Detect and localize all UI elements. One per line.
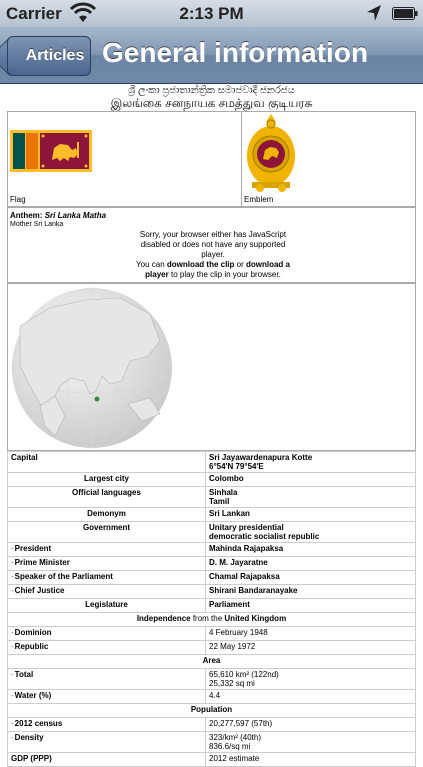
native-names [7, 85, 416, 109]
location-map-cell [7, 283, 416, 451]
message-text: You can [136, 260, 167, 269]
label-text: Total [14, 670, 34, 679]
value-languages [206, 487, 416, 508]
table-row [8, 641, 416, 655]
label-text: Chief Justice [14, 586, 65, 595]
bullet-icon: - [11, 642, 14, 651]
label-chief-justice [8, 585, 206, 599]
table-row [8, 508, 416, 522]
label-gdp: GDP (PPP) [8, 753, 206, 767]
table-row [8, 690, 416, 704]
label-text: Prime Minister [14, 558, 70, 567]
population-header: Population [8, 704, 416, 718]
value-demonym[interactable]: Sri Lankan [206, 508, 416, 522]
back-button-label: Articles [25, 47, 85, 64]
message-line: disabled or does not have any supported [140, 240, 286, 249]
table-row [8, 753, 416, 767]
bullet-icon: - [11, 719, 14, 728]
table-row [8, 613, 416, 627]
table-row [8, 571, 416, 585]
label-text: Speaker of the Parliament [14, 572, 113, 581]
native-name-tamil: இலங்கை சனநாயக சமத்துவ குடியரசு [110, 96, 313, 110]
table-row [8, 669, 416, 690]
density-km: 323/km² (40th) [209, 733, 262, 742]
status-bar [0, 0, 423, 27]
table-row [8, 704, 416, 718]
table-row [8, 522, 416, 543]
label-capital: Capital [8, 452, 206, 473]
header-text: from the [190, 614, 225, 623]
flag-image[interactable] [10, 130, 92, 172]
message-text: or [234, 260, 246, 269]
flag-cell [8, 112, 242, 206]
download-player-link[interactable]: download a [245, 260, 290, 269]
label-text: Republic [14, 642, 49, 651]
message-text: to play the clip in your browser. [168, 270, 281, 279]
capital-name[interactable]: Sri Jayawardenapura Kotte [209, 453, 313, 462]
anthem-name[interactable]: Sri Lanka Matha [44, 211, 107, 220]
value-total-area [206, 669, 416, 690]
bullet-icon: - [11, 586, 14, 595]
government-line[interactable]: democratic socialist republic [209, 532, 320, 541]
table-row [8, 473, 416, 487]
label-total-area [8, 669, 206, 690]
value-government[interactable] [206, 522, 416, 543]
infobox-table [7, 451, 416, 767]
back-button[interactable] [7, 36, 91, 76]
label-density [8, 732, 206, 753]
message-line [128, 260, 298, 270]
bullet-icon: - [11, 733, 14, 742]
article-content[interactable] [0, 85, 423, 763]
battery-icon [392, 7, 418, 20]
clock: 2:13 PM [179, 4, 244, 23]
native-name-sinhala: ශ්‍රී ලංකා ප්‍රජාතාන්ත්‍රික සමාජවාදී ජනරජය [128, 85, 295, 96]
flag-caption: Flag [10, 195, 26, 204]
table-row [8, 627, 416, 641]
area-sqmi: 25,332 sq mi [209, 679, 255, 688]
bullet-icon: - [11, 544, 14, 553]
flag-emblem-row [7, 111, 416, 207]
government-line[interactable]: Unitary presidential [209, 523, 284, 532]
message-line: Sorry, your browser either has JavaScript [139, 230, 287, 239]
independence-link[interactable]: Independence [136, 614, 191, 623]
value-dominion: 4 February 1948 [206, 627, 416, 641]
table-row [8, 557, 416, 571]
united-kingdom-link[interactable]: United Kingdom [224, 614, 287, 623]
label-dominion [8, 627, 206, 641]
value-speaker[interactable]: Chamal Rajapaksa [206, 571, 416, 585]
value-republic: 22 May 1972 [206, 641, 416, 655]
label-text: 2012 census [14, 719, 63, 728]
value-density [206, 732, 416, 753]
emblem-caption: Emblem [244, 195, 274, 204]
label-prime-minister [8, 557, 206, 571]
label-census [8, 718, 206, 732]
table-row [8, 732, 416, 753]
language-item[interactable]: Sinhala [209, 488, 238, 497]
page-title: General information [102, 37, 369, 68]
label-legislature: Legislature [8, 599, 206, 613]
value-gdp: 2012 estimate [206, 753, 416, 767]
anthem-translation: Mother Sri Lanka [10, 221, 64, 228]
message-line: player. [201, 250, 225, 259]
table-row [8, 543, 416, 557]
value-capital[interactable] [206, 452, 416, 473]
emblem-image[interactable] [242, 112, 300, 194]
label-speaker [8, 571, 206, 585]
value-largest-city[interactable]: Colombo [206, 473, 416, 487]
table-row [8, 487, 416, 508]
navigation-bar [0, 27, 423, 84]
message-line [128, 270, 298, 280]
table-row [8, 599, 416, 613]
label-text: Water (%) [14, 691, 52, 700]
independence-header [8, 613, 416, 627]
download-clip-link[interactable]: download the clip [166, 260, 235, 269]
label-president [8, 543, 206, 557]
area-km: 65,610 km² (122nd) [209, 670, 279, 679]
language-item[interactable]: Tamil [209, 497, 230, 506]
player-unsupported-message [128, 230, 298, 280]
label-text: Dominion [14, 628, 52, 637]
density-sqmi: 836.6/sq mi [209, 742, 251, 751]
label-text: President [14, 544, 52, 553]
anthem-section [7, 207, 416, 283]
player-link[interactable]: player [145, 270, 169, 279]
bullet-icon: - [11, 628, 14, 637]
bullet-icon: - [11, 691, 14, 700]
table-row [8, 655, 416, 669]
label-text: Density [14, 733, 44, 742]
carrier-label: Carrier [6, 4, 62, 23]
bullet-icon: - [11, 572, 14, 581]
label-water [8, 690, 206, 704]
location-icon [366, 4, 382, 22]
area-header: Area [8, 655, 416, 669]
table-row [8, 718, 416, 732]
label-republic [8, 641, 206, 655]
label-demonym: Demonym [8, 508, 206, 522]
table-row [8, 585, 416, 599]
capital-coordinates[interactable]: 6°54′N 79°54′E [209, 462, 264, 471]
label-government: Government [8, 522, 206, 543]
value-legislature[interactable]: Parliament [206, 599, 416, 613]
anthem-label: Anthem: [10, 211, 43, 220]
bullet-icon: - [11, 670, 14, 679]
label-largest-city: Largest city [8, 473, 206, 487]
table-row [8, 452, 416, 473]
value-water: 4.4 [206, 690, 416, 704]
emblem-cell [242, 112, 415, 206]
globe-map-image[interactable] [10, 286, 174, 450]
label-official-languages: Official languages [8, 487, 206, 508]
value-census: 20,277,597 (57th) [206, 718, 416, 732]
bullet-icon: - [11, 558, 14, 567]
value-prime-minister[interactable]: D. M. Jayaratne [206, 557, 416, 571]
value-president[interactable]: Mahinda Rajapaksa [206, 543, 416, 557]
value-chief-justice[interactable]: Shirani Bandaranayake [206, 585, 416, 599]
